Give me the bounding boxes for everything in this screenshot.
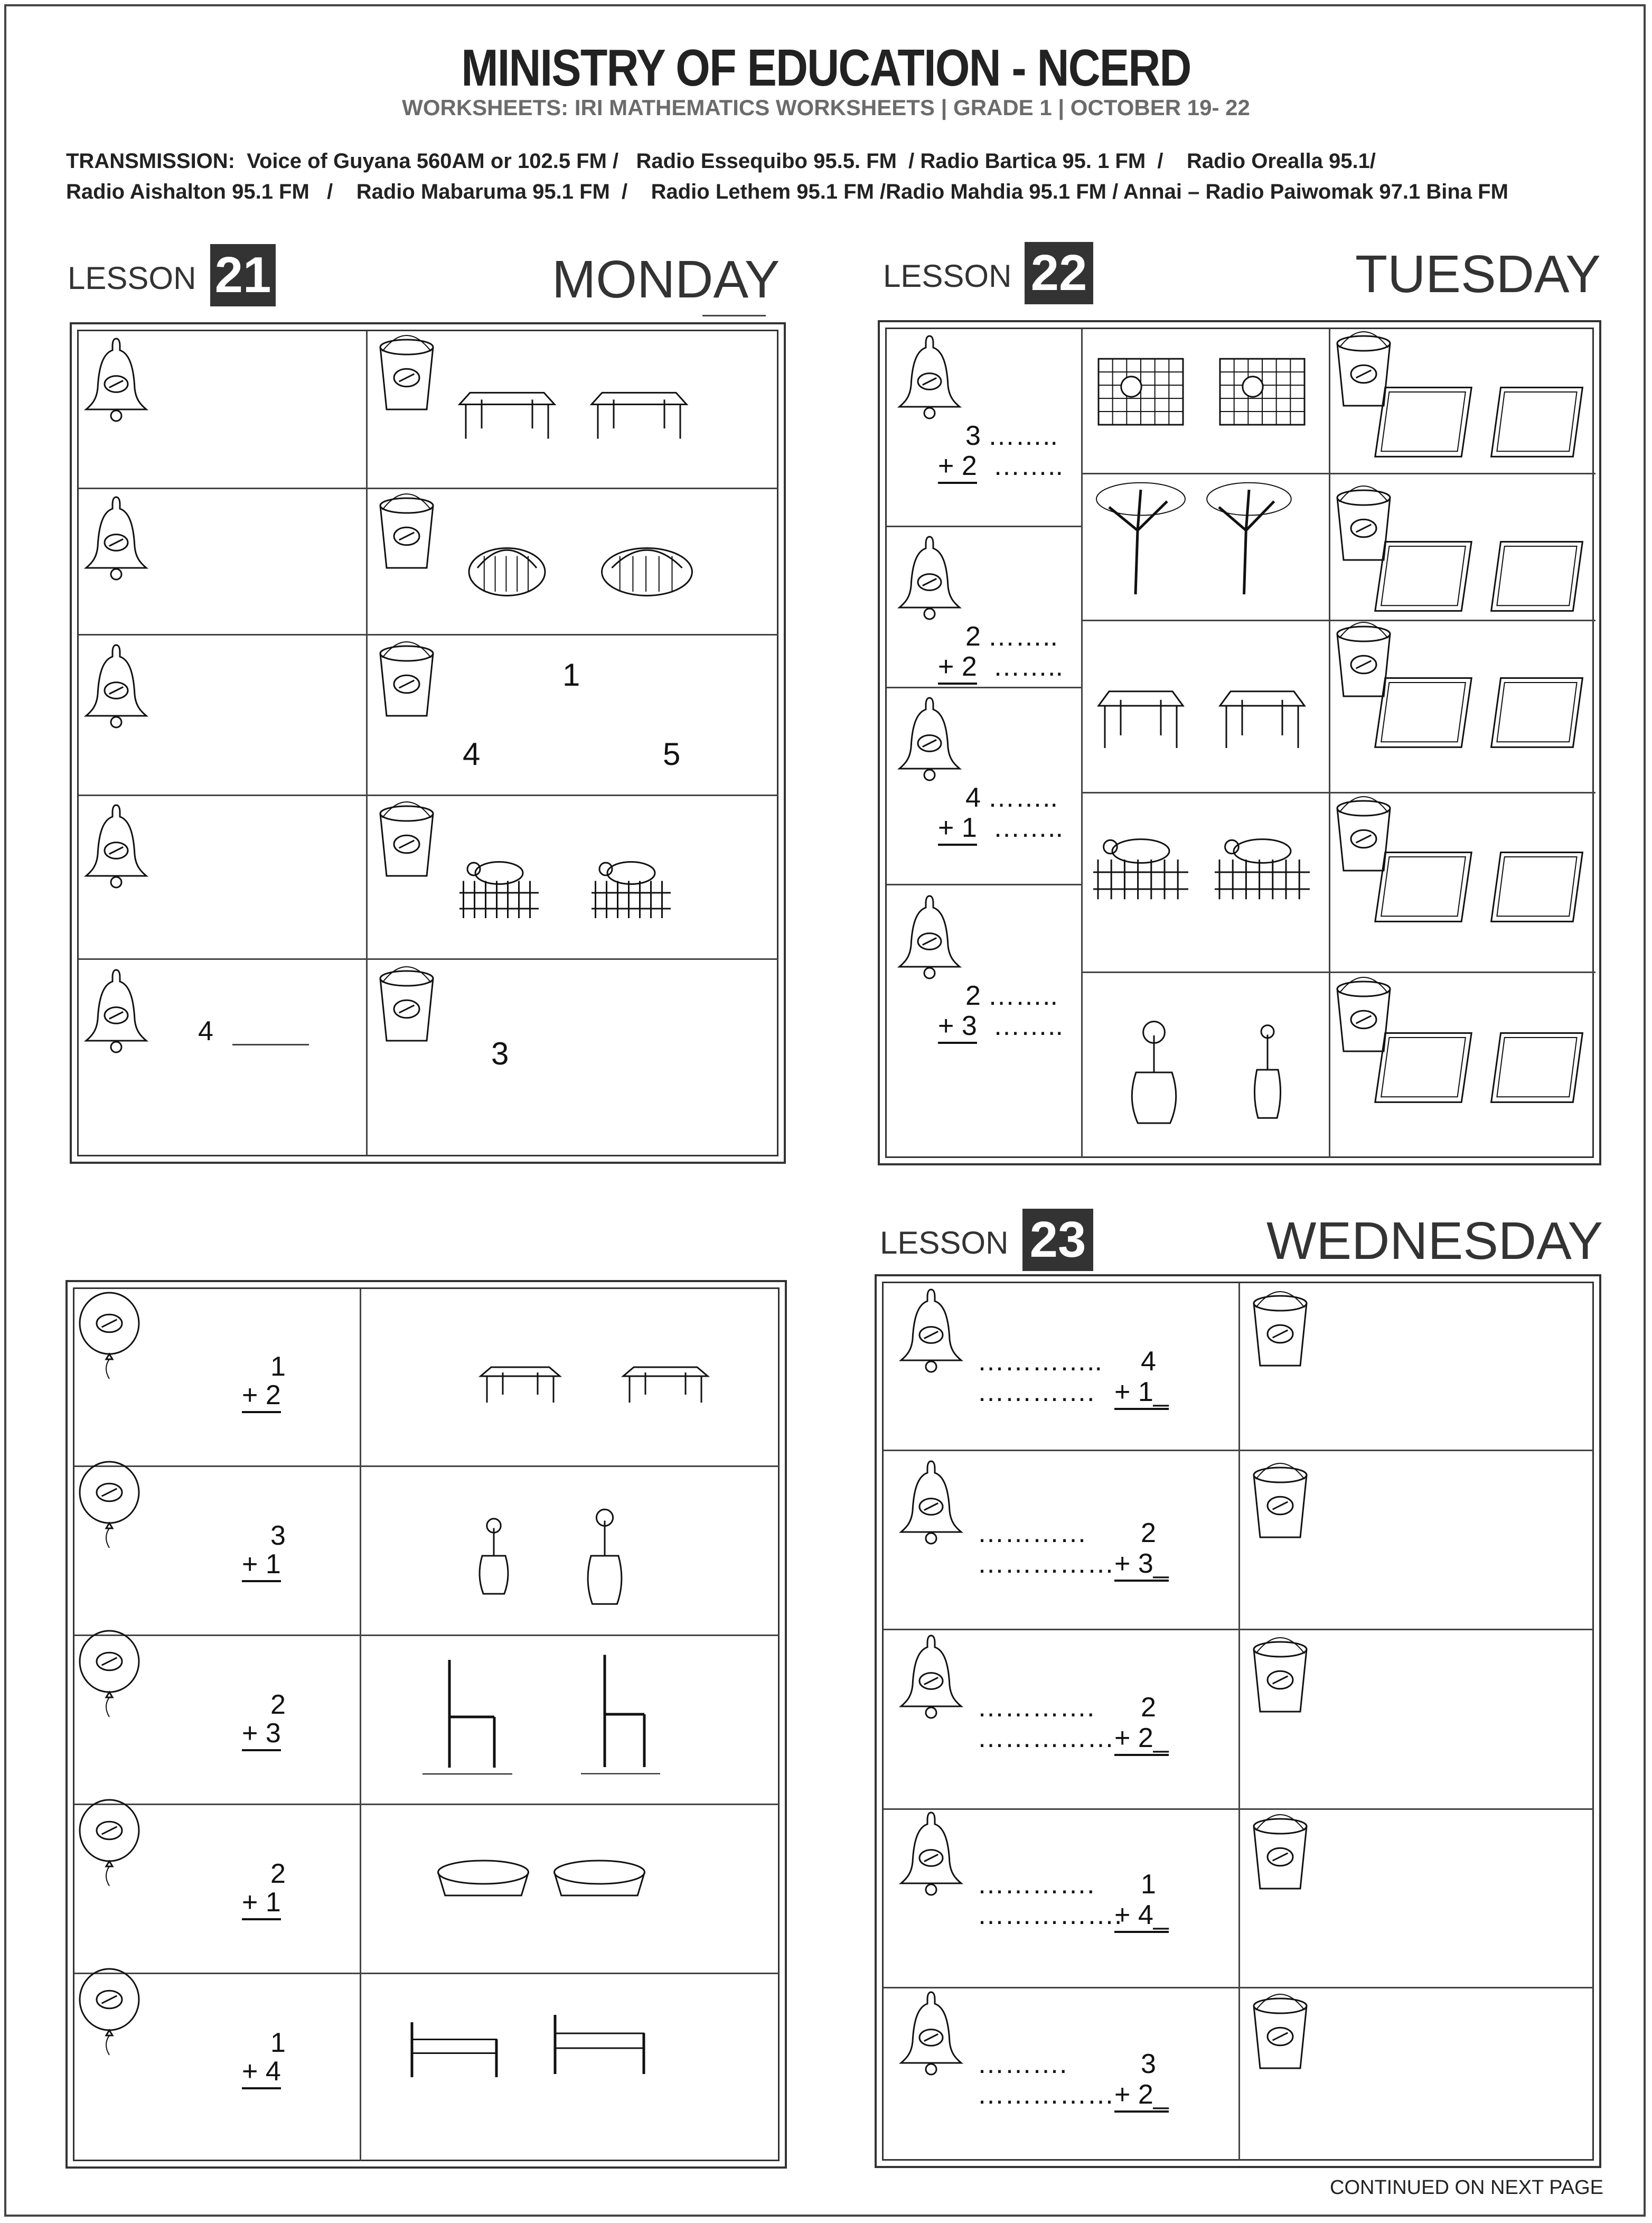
bucket-icon bbox=[1249, 1292, 1312, 1371]
bell-icon bbox=[82, 642, 151, 732]
addend-plus: + 1 bbox=[242, 1886, 281, 1920]
row-divider bbox=[1081, 792, 1595, 793]
addend: 4 bbox=[1141, 1346, 1156, 1377]
row-divider bbox=[887, 687, 1081, 688]
dotted-blank: …….. bbox=[993, 1011, 1063, 1041]
lesson-23-number: 23 bbox=[1022, 1209, 1093, 1271]
row-divider bbox=[884, 1808, 1593, 1810]
bell-icon bbox=[897, 1809, 965, 1899]
row-divider bbox=[887, 884, 1081, 885]
picture-chair bbox=[581, 1648, 660, 1780]
lesson-23-day: WEDNESDAY bbox=[1266, 1211, 1603, 1271]
addend: 2 bbox=[270, 1858, 286, 1889]
row-divider bbox=[79, 795, 778, 796]
column-divider bbox=[1238, 1283, 1240, 2160]
addend-plus: + 1 bbox=[242, 1548, 281, 1582]
bucket-icon bbox=[375, 967, 438, 1046]
bell-icon bbox=[82, 967, 151, 1057]
dotted-blank: …………… bbox=[977, 2079, 1114, 2110]
number-prompt: 4 bbox=[463, 736, 481, 772]
tray-icon bbox=[1373, 374, 1473, 464]
lesson-23-label: LESSON bbox=[880, 1225, 1009, 1260]
addend: 1 bbox=[1141, 1869, 1156, 1900]
row-divider bbox=[79, 488, 778, 489]
tray-icon bbox=[1373, 665, 1473, 754]
column-divider bbox=[1329, 329, 1330, 1157]
lesson-21-day: MONDAY bbox=[552, 250, 780, 309]
bell-icon bbox=[895, 695, 964, 784]
lesson-22-label: LESSON bbox=[883, 258, 1012, 294]
picture-vase bbox=[1109, 1020, 1199, 1125]
lesson-22-day: TUESDAY bbox=[1355, 245, 1601, 304]
balloon-icon bbox=[77, 1292, 145, 1381]
dotted-blank: …………. bbox=[977, 1377, 1095, 1407]
tray-icon bbox=[1489, 665, 1584, 754]
addend-plus: + 1_ bbox=[1114, 1376, 1169, 1410]
picture-vase bbox=[570, 1506, 639, 1606]
bucket-icon bbox=[1249, 1638, 1312, 1717]
row-divider bbox=[887, 526, 1081, 527]
tray-icon bbox=[1489, 528, 1584, 618]
bell-icon bbox=[82, 802, 151, 892]
number-prompt: 5 bbox=[663, 736, 681, 772]
picture-bed bbox=[401, 2015, 507, 2084]
picture-cows bbox=[592, 845, 671, 924]
picture-basket bbox=[465, 528, 549, 608]
balloon-icon bbox=[77, 1968, 145, 2058]
tray-icon bbox=[1373, 1020, 1473, 1109]
row-divider bbox=[79, 958, 778, 960]
bell-icon bbox=[82, 335, 151, 425]
dotted-blank: ……………. bbox=[977, 1900, 1122, 1930]
dotted-blank: …………. bbox=[977, 1692, 1095, 1723]
dotted-blank: …………… bbox=[977, 1548, 1114, 1579]
row-divider bbox=[74, 1973, 779, 1974]
row-divider bbox=[74, 1634, 779, 1636]
bell-icon bbox=[895, 333, 964, 423]
row-divider bbox=[74, 1804, 779, 1805]
picture-cage bbox=[1215, 349, 1310, 433]
addend: 2 bbox=[965, 980, 981, 1011]
picture-chair bbox=[423, 1654, 512, 1780]
number-prompt: 1 bbox=[562, 657, 580, 693]
tray-icon bbox=[1489, 1020, 1584, 1109]
picture-basket bbox=[549, 1849, 650, 1907]
picture-cows bbox=[459, 845, 539, 924]
picture-bench bbox=[475, 1358, 565, 1411]
transmission-line-2: Radio Aishalton 95.1 FM / Radio Mabaruma 95.1 FM / Radio Lethem 95.1 FM /Radio Mahdia 95.1 FM / Annai – Radio Paiwomak 97.1 Bina FM bbox=[66, 180, 1508, 203]
lesson-21-number: 21 bbox=[210, 244, 276, 306]
addend-plus: + 3 bbox=[938, 1010, 977, 1044]
row-divider bbox=[1081, 473, 1595, 474]
addend-plus: + 3_ bbox=[1114, 1548, 1169, 1582]
row-divider bbox=[884, 1987, 1593, 1988]
dotted-blank: …….. bbox=[988, 782, 1058, 813]
bucket-icon bbox=[375, 494, 438, 573]
row-divider bbox=[79, 634, 778, 636]
bell-icon bbox=[897, 1286, 965, 1376]
lesson-21-label: LESSON bbox=[68, 260, 196, 296]
row-divider bbox=[74, 1465, 779, 1467]
picture-cow bbox=[1215, 821, 1310, 906]
dotted-blank: …….. bbox=[988, 421, 1058, 451]
tray-icon bbox=[1373, 839, 1473, 929]
bell-icon bbox=[897, 1632, 965, 1722]
picture-tree bbox=[1199, 478, 1299, 594]
bucket-icon bbox=[375, 642, 438, 721]
addend-plus: + 3 bbox=[242, 1717, 281, 1751]
picture-cage bbox=[1093, 349, 1188, 433]
continued-note: CONTINUED ON NEXT PAGE bbox=[1330, 2177, 1603, 2199]
picture-vase bbox=[465, 1516, 523, 1595]
addend: 2 bbox=[270, 1689, 286, 1720]
tray-icon bbox=[1489, 374, 1584, 464]
dotted-blank: ………… bbox=[977, 1518, 1087, 1548]
addend: 2 bbox=[1141, 1518, 1156, 1548]
dotted-blank: …….. bbox=[993, 651, 1063, 682]
dotted-blank: ………. bbox=[977, 2049, 1067, 2079]
bucket-icon bbox=[1249, 1463, 1312, 1543]
addend: 2 bbox=[1141, 1692, 1156, 1723]
addend: 1 bbox=[270, 2028, 286, 2058]
bell-icon bbox=[895, 893, 964, 983]
balloon-icon bbox=[77, 1461, 145, 1551]
number-prompt: 4 bbox=[198, 1016, 213, 1047]
addend-plus: + 2 bbox=[938, 450, 977, 484]
lesson-22-number: 22 bbox=[1025, 242, 1093, 304]
dotted-blank: …….. bbox=[993, 812, 1063, 843]
picture-bed bbox=[544, 2007, 655, 2081]
day-underline bbox=[702, 315, 766, 316]
balloon-icon bbox=[77, 1799, 145, 1889]
number-prompt: 3 bbox=[491, 1036, 509, 1071]
bucket-icon bbox=[1249, 1815, 1312, 1894]
picture-tree bbox=[1088, 478, 1194, 594]
addend-plus: + 2 bbox=[242, 1379, 281, 1413]
row-divider bbox=[1081, 972, 1595, 973]
addend: 4 bbox=[965, 782, 981, 813]
addend-plus: + 2 bbox=[938, 651, 977, 685]
balloon-icon bbox=[77, 1630, 145, 1720]
bell-icon bbox=[897, 1989, 965, 2079]
answer-line bbox=[232, 1044, 309, 1045]
addend: 3 bbox=[270, 1520, 286, 1551]
dotted-blank: …………… bbox=[977, 1723, 1114, 1753]
picture-table bbox=[1093, 676, 1188, 761]
addend: 2 bbox=[965, 621, 981, 652]
column-divider bbox=[1081, 329, 1083, 1157]
addend: 1 bbox=[270, 1351, 286, 1382]
picture-cow bbox=[1093, 821, 1188, 906]
column-divider bbox=[366, 331, 368, 1155]
picture-basket bbox=[433, 1849, 533, 1907]
bell-icon bbox=[895, 534, 964, 623]
row-divider bbox=[884, 1450, 1593, 1451]
addend-plus: + 2_ bbox=[1114, 1722, 1169, 1756]
picture-table bbox=[1215, 676, 1310, 761]
row-divider bbox=[884, 1629, 1593, 1630]
bucket-icon bbox=[375, 335, 438, 415]
picture-table bbox=[454, 380, 560, 449]
transmission-line-1: TRANSMISSION: Voice of Guyana 560AM or 102.5 FM / Radio Essequibo 95.5. FM / Radio Bartica 95. 1 FM / Radio Orealla 95.1/ bbox=[66, 150, 1376, 173]
bucket-icon bbox=[375, 802, 438, 881]
addend-plus: + 1 bbox=[938, 812, 977, 846]
tray-icon bbox=[1373, 528, 1473, 618]
dotted-blank: …….. bbox=[993, 451, 1063, 481]
page-subtitle: WORKSHEETS: IRI MATHEMATICS WORKSHEETS | GRADE 1 | OCTOBER 19- 22 bbox=[402, 95, 1250, 120]
addend-plus: + 4_ bbox=[1114, 1899, 1169, 1933]
bell-icon bbox=[82, 494, 151, 584]
addend-plus: + 2_ bbox=[1114, 2079, 1169, 2113]
picture-table bbox=[586, 380, 692, 449]
tray-icon bbox=[1489, 839, 1584, 929]
picture-bench bbox=[618, 1358, 713, 1411]
bell-icon bbox=[897, 1458, 965, 1548]
bucket-icon bbox=[1249, 1994, 1312, 2073]
picture-vase bbox=[1241, 1020, 1294, 1120]
addend: 3 bbox=[965, 421, 981, 451]
row-divider bbox=[1081, 620, 1595, 621]
page-title: MINISTRY OF EDUCATION - NCERD bbox=[461, 39, 1191, 97]
picture-basket bbox=[597, 528, 697, 608]
addend-plus: + 4 bbox=[242, 2056, 281, 2089]
dotted-blank: …….. bbox=[988, 980, 1058, 1011]
dotted-blank: ………….. bbox=[977, 1346, 1102, 1377]
dotted-blank: …….. bbox=[988, 621, 1058, 652]
addend: 3 bbox=[1141, 2049, 1156, 2079]
dotted-blank: …………. bbox=[977, 1869, 1095, 1900]
column-divider bbox=[360, 1289, 361, 2161]
